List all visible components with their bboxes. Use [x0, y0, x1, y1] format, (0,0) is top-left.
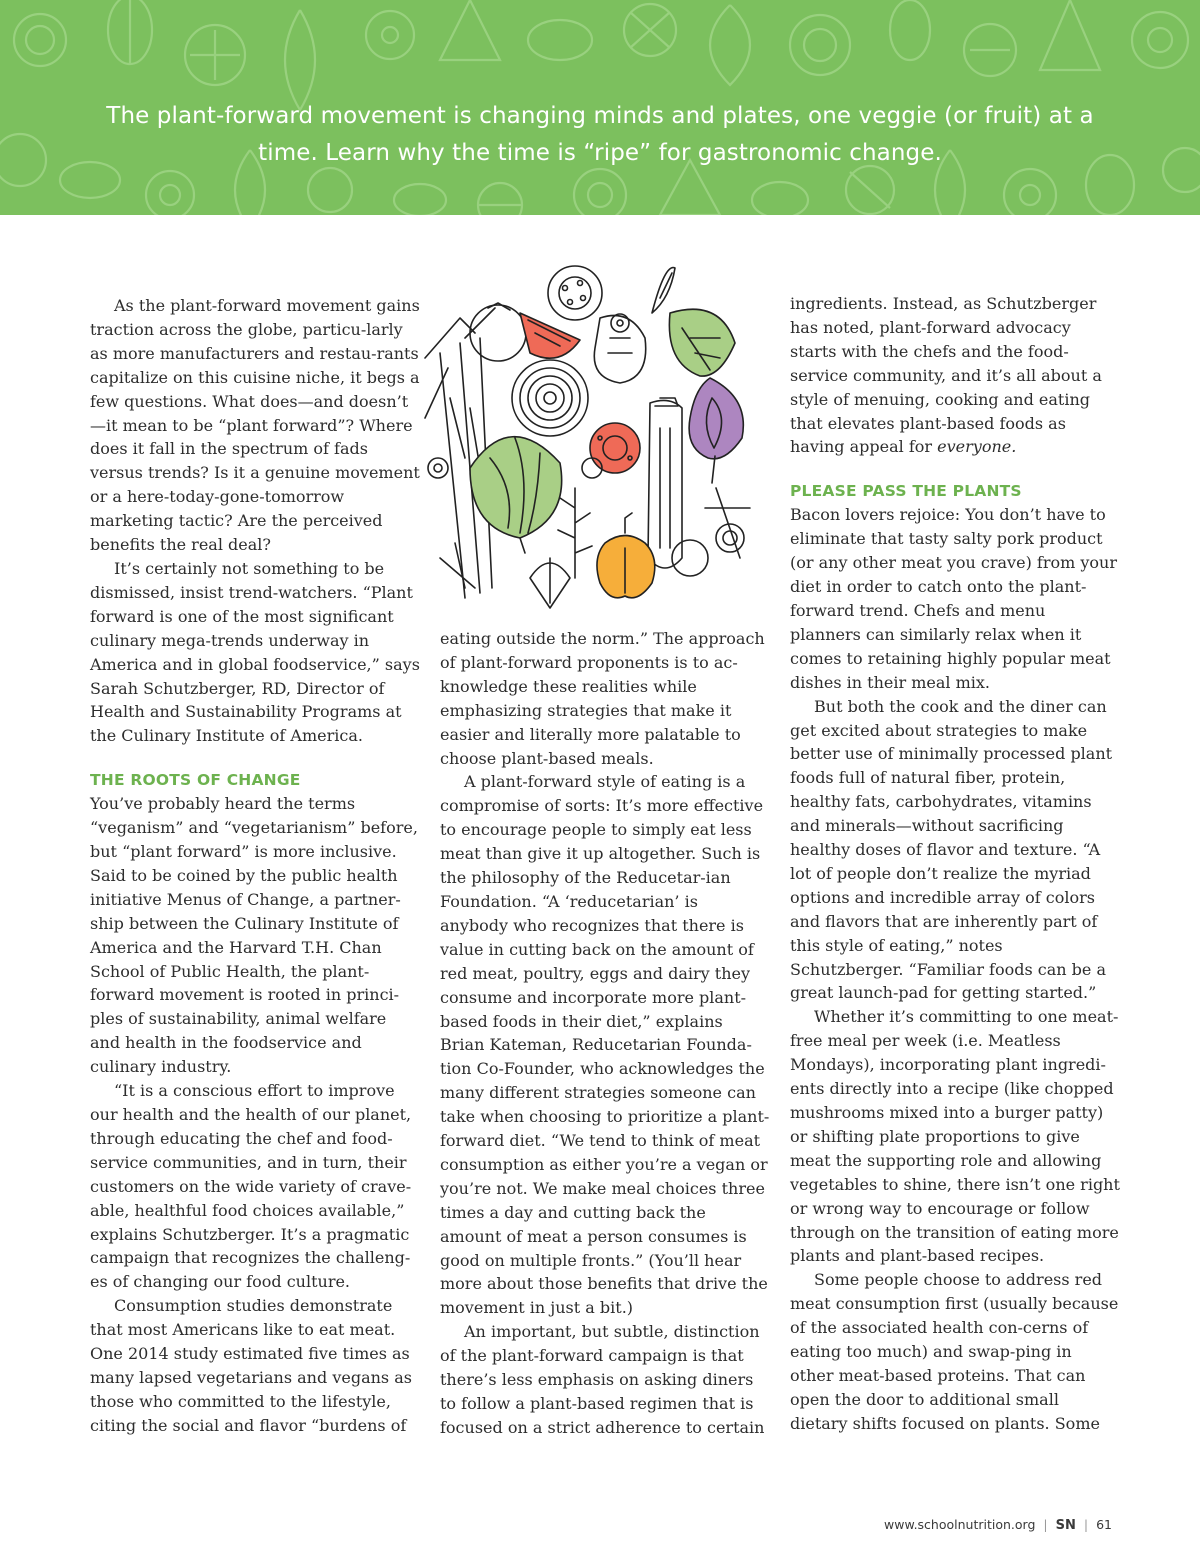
- page-number: 61: [1096, 1517, 1112, 1532]
- article-column-1: [90, 294, 420, 1438]
- paragraph: As the plant-forward movement gains traction across the globe, particu-larly as more manufacturers and restau-rants capitalize on this cuisine niche, it begs a few questions. What does—and doesn’t—it mean to be “plant forward”? Where does it fall in the spectrum of fads versus trends? Is it a genuine movement or a here-today-gone-tomorrow marketing tactic? Are the perceived benefits the real deal?: [90, 296, 420, 555]
- vegetable-collage-icon: [420, 258, 770, 613]
- paragraph: Some people choose to address red meat consumption first (usually because of the associated health con-cerns of eating too much) and swap-ping in other meat-based proteins. That can open the door to additional small dietary shifts focused on plants. Some: [790, 1270, 1119, 1433]
- basil-leaf-icon: [652, 268, 675, 313]
- paragraph: Whether it’s committing to one meat-free meal per week (i.e. Meatless Mondays), incorporating plant ingredi-ents directly into a recipe (like chopped mushrooms mixed into a burger patty) or shifting plate proportions to give meat the supporting role and allowing vegetables to shine, there isn’t one right or wrong way to encourage or follow through on the transition of eating more plants and plant-based recipes.: [790, 1007, 1120, 1266]
- herb-sprig-icon: [558, 488, 592, 578]
- section-heading-please-pass-the-plants: PLEASE PASS THE PLANTS: [790, 482, 1022, 501]
- article-column-3: [790, 292, 1120, 1436]
- section-heading-roots-of-change: THE ROOTS OF CHANGE: [90, 771, 301, 790]
- paragraph: A plant-forward style of eating is a compromise of sorts: It’s more effective to encourage people to simply eat less meat than give it up altogether. Such is the philosophy of the Reducetar-ian Foundation. “A ‘reducetarian’ is anybody who recognizes that there is value in cutting back on the amount of red meat, poultry, eggs and dairy they consume and incorporate more plant-based foods in their diet,” explains Brian Kateman, Reducetarian Founda-tion Co-Founder, who acknowledges the many different strategies someone can take when choosing to prioritize a plant-forward diet. “We tend to think of meat consumption as either you’re a vegan or you’re not. We make meal choices three times a day and cutting back the amount of meat a person consumes is good on multiple fronts.” (You’ll hear more about those benefits that drive the movement in just a bit.): [440, 772, 770, 1318]
- paragraph: Bacon lovers rejoice: You don’t have to eliminate that tasty salty pork product (or any other meat you crave) from your diet in order to catch onto the plant-forward trend. Chefs and menu planners can similarly relax when it comes to retaining highly popular meat dishes in their meal mix.: [790, 505, 1117, 692]
- page-footer: [884, 1517, 1112, 1533]
- footer-url[interactable]: www.schoolnutrition.org: [884, 1517, 1036, 1532]
- paragraph: An important, but subtle, distinction of the plant-forward campaign is that there’s less emphasis on asking diners to follow a plant-based regimen that is focused on a strict adherence to certain: [440, 1322, 765, 1437]
- footer-divider: |: [1083, 1517, 1089, 1532]
- paragraph-text: ingredients. Instead, as Schutzberger has noted, plant-forward advocacy starts with the chefs and the food-service community, and it’s all about a style of menuing, cooking and eating that elevates plant-based foods as having appeal for: [790, 294, 1102, 457]
- paragraph: Consumption studies demonstrate that most Americans like to eat meat. One 2014 study estimated five times as many lapsed vegetarians and vegans as those who committed to the lifestyle, citing the social and flavor “burdens of: [90, 1296, 412, 1435]
- paragraph: But both the cook and the diner can get excited about strategies to make better use of minimally processed plant foods full of natural fiber, protein, healthy fats, carbohydrates, vitamins and minerals—without sacrificing healthy doses of flavor and texture. “A lot of people don’t realize the myriad options and incredible array of colors and flavors that are inherently part of this style of eating,” notes Schutzberger. “Familiar foods can be a great launch-pad for getting started.”: [790, 696, 1113, 1003]
- pepper-slice-icon: [594, 314, 645, 383]
- header-banner: [0, 0, 1200, 215]
- magazine-name: SN: [1055, 1518, 1076, 1533]
- artichoke-icon: [470, 437, 562, 553]
- tomato-icon: [470, 303, 526, 361]
- beet-greens-icon: [669, 309, 735, 376]
- paragraph: [790, 292, 1120, 459]
- bell-pepper-icon: [597, 513, 655, 598]
- cucumber-round-icon: [672, 488, 750, 576]
- paragraph: You’ve probably heard the terms “veganism” and “vegetarianism” before, but “plant forward” is more inclusive. Said to be coined by the public health initiative Menus of Change, a partner-ship between the Culinary Institute of America and the Harvard T.H. Chan School of Public Health, the plant-forward movement is rooted in princi-ples of sustainability, animal welfare and health in the foodservice and culinary industry.: [90, 794, 418, 1077]
- eggplant-icon: [648, 398, 682, 568]
- tomato-round-icon: [590, 423, 640, 473]
- fern-icon: [530, 558, 570, 608]
- article-deck: The plant-forward movement is changing minds and plates, one veggie (or fruit) at a time. Learn why the time is “ripe” for gastronomic change.: [106, 103, 1094, 166]
- emphasis-text: everyone.: [937, 437, 1017, 457]
- footer-divider: |: [1043, 1517, 1048, 1532]
- paragraph: “It is a conscious effort to improve our health and the health of our planet, through educating the chef and food-service communities, and in turn, their customers on the wide variety of crave-able, healthful food choices available,” explains Schutzberger. It’s a pragmatic campaign that recognizes the challeng-es of changing our food culture.: [90, 1081, 412, 1292]
- paragraph: It’s certainly not something to be dismissed, insist trend-watchers. “Plant forward is one of the most significant culinary mega-trends underway in America and in global foodservice,” says Sarah Schutzberger, RD, Director of Health and Sustainability Programs at the Culinary Institute of America.: [90, 558, 420, 746]
- onion-spiral-icon: [512, 360, 588, 436]
- red-onion-icon: [689, 378, 743, 483]
- article-column-2: [440, 627, 770, 1440]
- paragraph: eating outside the norm.” The approach of plant-forward proponents is to ac-knowledge these realities while emphasizing strategies that make it easier and literally more palatable to choose plant-based meals.: [440, 629, 765, 768]
- cucumber-slice-icon: [548, 266, 602, 320]
